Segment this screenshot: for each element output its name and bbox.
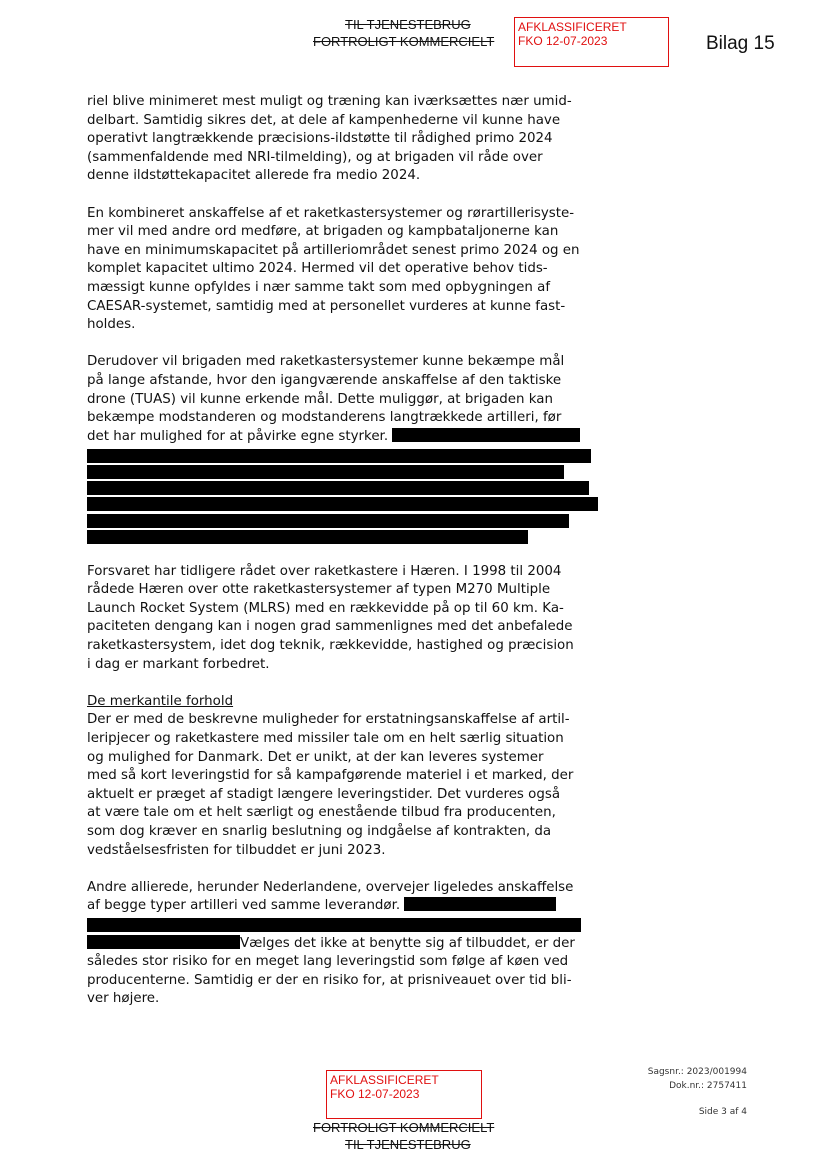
text-line: vedståelsesfristen for tilbuddet er juni 2023. bbox=[87, 842, 386, 858]
footer-declassified-stamp-date: FKO 12-07-2023 bbox=[330, 1087, 420, 1101]
paragraph-5 bbox=[87, 693, 607, 860]
text-line: have en minimumskapacitet på artilleriområdet senest primo 2024 og en bbox=[87, 242, 580, 258]
text-line: og mulighed for Danmark. Det er unikt, at der kan leveres systemer bbox=[87, 749, 544, 765]
text-line: at være tale om et helt særligt og enestående tilbud fra producenten, bbox=[87, 805, 556, 821]
redaction-bar bbox=[87, 481, 589, 495]
declassified-stamp-label: AFKLASSIFICERET bbox=[518, 20, 627, 34]
text-line: En kombineret anskaffelse af et raketkastersystemer og rørartillerisyste- bbox=[87, 205, 575, 221]
text-line: som dog kræver en snarlig beslutning og indgåelse af kontrakten, da bbox=[87, 823, 552, 839]
redaction-bar bbox=[392, 428, 580, 442]
text-line: mæssigt kunne opfyldes i nær samme takt som med opbygningen af bbox=[87, 279, 551, 295]
text-line: Vælges det ikke at benytte sig af tilbuddet, er der bbox=[240, 935, 575, 951]
redaction-bar bbox=[87, 530, 528, 544]
paragraph-4 bbox=[87, 563, 607, 675]
text-line: leripjecer og raketkastere med missiler tale om en helt særlig situation bbox=[87, 731, 564, 746]
text-line: med så kort leveringstid for så kampafgørende materiel i et marked, der bbox=[87, 768, 574, 784]
text-line: således stor risiko for en meget lang leveringstid som følge af køen ved bbox=[87, 954, 569, 970]
text-line: paciteten dengang kan i nogen grad sammenlignes med det anbefalede bbox=[87, 619, 573, 635]
footer-classification-fortroligt-kommercielt: FORTROLIGT KOMMERCIELT bbox=[313, 1120, 495, 1135]
case-number: Sagsnr.: 2023/001994 bbox=[647, 1067, 747, 1077]
text-line: riel blive minimeret mest muligt og træning kan iværksættes nær umid- bbox=[87, 94, 572, 109]
redaction-bar bbox=[87, 465, 564, 479]
text-line: CAESAR-systemet, samtidig med at personellet vurderes at kunne fast- bbox=[87, 298, 566, 314]
text-line: rådede Hæren over otte raketkastersystemer af typen M270 Multiple bbox=[87, 582, 551, 598]
footer-declassified-stamp bbox=[326, 1070, 482, 1119]
text-line: på lange afstande, hvor den igangværende anskaffelse af den taktiske bbox=[87, 372, 562, 388]
text-line: producenterne. Samtidig er der en risiko for, at prisniveauet over tid bli- bbox=[87, 972, 572, 988]
text-line: i dag er markant forbedret. bbox=[87, 656, 270, 672]
redaction-bar bbox=[87, 935, 240, 949]
text-line: raketkastersystem, idet dog teknik, rækkevidde, hastighed og præcision bbox=[87, 638, 574, 654]
declassified-stamp bbox=[514, 17, 669, 67]
classification-fortroligt-kommercielt: FORTROLIGT KOMMERCIELT bbox=[313, 34, 495, 49]
text-line: drone (TUAS) vil kunne erkende mål. Dette muliggør, at brigaden kan bbox=[87, 391, 553, 407]
paragraph-6 bbox=[87, 879, 607, 1009]
document-number: Dok.nr.: 2757411 bbox=[669, 1081, 747, 1091]
annex-label: Bilag 15 bbox=[706, 33, 775, 54]
document-body bbox=[87, 93, 607, 1028]
text-line: aktuelt er præget af stadigt længere leveringstider. Det vurderes også bbox=[87, 786, 561, 802]
declassified-stamp-date: FKO 12-07-2023 bbox=[518, 34, 608, 48]
text-line: holdes. bbox=[87, 317, 136, 333]
text-line: af begge typer artilleri ved samme leverandør. bbox=[87, 898, 401, 914]
text-line: Forsvaret har tidligere rådet over raketkastere i Hæren. I 1998 til 2004 bbox=[87, 563, 562, 579]
text-line: Andre allierede, herunder Nederlandene, overvejer ligeledes anskaffelse bbox=[87, 879, 574, 895]
classification-til-tjenestebrug: TIL TJENESTEBRUG bbox=[345, 17, 471, 32]
text-line: det har mulighed for at påvirke egne styrker. bbox=[87, 428, 389, 444]
footer-classification-til-tjenestebrug: TIL TJENESTEBRUG bbox=[345, 1137, 471, 1152]
redaction-bar bbox=[87, 497, 598, 511]
redaction-bar bbox=[87, 514, 569, 528]
text-line: Launch Rocket System (MLRS) med en rækkevidde på op til 60 km. Ka- bbox=[87, 600, 564, 616]
section-heading: De merkantile forhold bbox=[87, 693, 234, 709]
text-line: komplet kapacitet ultimo 2024. Hermed vil det operative behov tids- bbox=[87, 261, 548, 277]
text-line: Derudover vil brigaden med raketkastersystemer kunne bekæmpe mål bbox=[87, 354, 565, 370]
paragraph-3 bbox=[87, 353, 607, 544]
page-number: Side 3 af 4 bbox=[698, 1107, 747, 1117]
redaction-bar bbox=[87, 918, 581, 932]
text-line: delbart. Samtidig sikres det, at dele af kampenhederne vil kunne have bbox=[87, 112, 561, 128]
text-line: operativt langtrækkende præcisions-ildstøtte til rådighed primo 2024 bbox=[87, 131, 553, 147]
text-line: bekæmpe modstanderen og modstanderens langtrækkede artilleri, før bbox=[87, 410, 562, 426]
footer-declassified-stamp-label: AFKLASSIFICERET bbox=[330, 1073, 439, 1087]
text-line: denne ildstøttekapacitet allerede fra medio 2024. bbox=[87, 168, 421, 184]
text-line: Der er med de beskrevne muligheder for erstatningsanskaffelse af artil- bbox=[87, 712, 570, 728]
text-line: ver højere. bbox=[87, 991, 160, 1007]
footer-metadata bbox=[648, 1065, 747, 1119]
paragraph-2 bbox=[87, 205, 607, 335]
paragraph-1 bbox=[87, 93, 607, 186]
redaction-bar bbox=[404, 897, 556, 911]
text-line: mer vil med andre ord medføre, at brigaden og kampbataljonerne kan bbox=[87, 224, 559, 240]
redaction-bar bbox=[87, 449, 591, 463]
text-line: (sammenfaldende med NRI-tilmelding), og at brigaden vil råde over bbox=[87, 149, 543, 165]
spacer bbox=[648, 1093, 747, 1105]
